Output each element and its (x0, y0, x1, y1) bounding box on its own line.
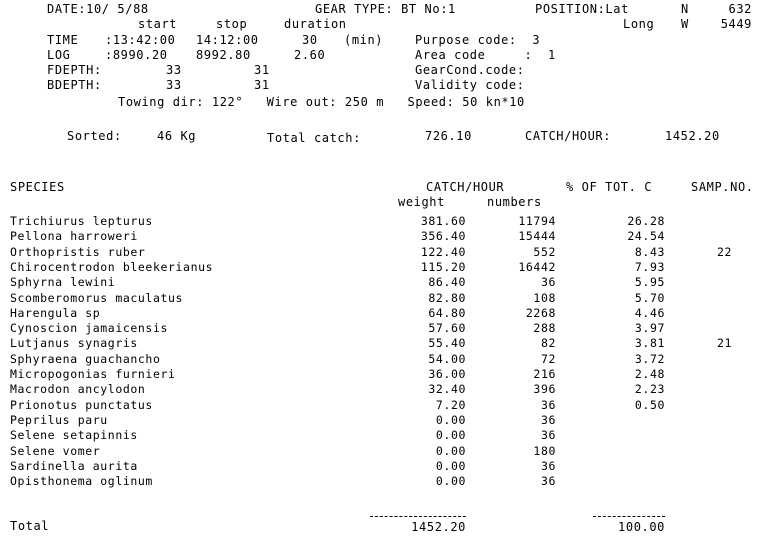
percent-value: 2.48 (634, 367, 665, 381)
weight-value: 64.80 (428, 306, 466, 320)
species-name: Sardinella aurita (10, 459, 138, 473)
species-name: Opisthonema oglinum (10, 474, 153, 488)
numbers-value: 82 (540, 336, 556, 350)
weight-value: 86.40 (428, 275, 466, 289)
weight-value: 0.00 (435, 459, 466, 473)
total-catch-value: 726.10 (425, 129, 472, 143)
species-header: SPECIES (10, 180, 65, 194)
log-stop: 8992.80 (196, 48, 251, 62)
bdepth-stop: 31 (254, 78, 270, 92)
species-name: Sphyraena guachancho (10, 352, 161, 366)
percent-value: 24.54 (627, 229, 665, 243)
numbers-value: 108 (533, 291, 556, 305)
weight-value: 57.60 (428, 321, 466, 335)
sorted-label: Sorted: (67, 129, 122, 143)
log-label: LOG (47, 48, 71, 62)
weight-value: 32.40 (428, 382, 466, 396)
species-name: Selene vomer (10, 444, 101, 458)
numbers-value: 2268 (525, 306, 556, 320)
species-name: Prionotus punctatus (10, 398, 153, 412)
fdepth-stop: 31 (254, 63, 270, 77)
species-name: Selene setapinnis (10, 428, 138, 442)
percent-total-header: % OF TOT. C (566, 180, 653, 194)
numbers-value: 288 (533, 321, 556, 335)
numbers-value: 36 (540, 398, 556, 412)
percent-value: 7.93 (634, 260, 665, 274)
towing-line: Towing dir: 122° Wire out: 250 m Speed: 50 kn*10 (118, 95, 525, 109)
total-label: Total (10, 519, 50, 533)
bdepth-start: 33 (166, 78, 182, 92)
col-stop-label: stop (216, 17, 248, 31)
log-start: :8990.20 (105, 48, 168, 62)
percent-value: 5.70 (634, 291, 665, 305)
species-name: Macrodon ancylodon (10, 382, 146, 396)
species-name: Sphyrna lewini (10, 275, 116, 289)
percent-value: 3.81 (634, 336, 665, 350)
numbers-value: 11794 (518, 214, 556, 228)
percent-total-rule (593, 516, 665, 517)
validity-code: Validity code: (415, 78, 525, 92)
time-unit: (min) (344, 33, 384, 47)
log-duration: 2.60 (294, 48, 326, 62)
numbers-value: 16442 (518, 260, 556, 274)
numbers-value: 72 (540, 352, 556, 366)
time-label: TIME (47, 33, 79, 47)
species-name: Trichiurus lepturus (10, 214, 153, 228)
sorted-value: 46 Kg (157, 129, 197, 143)
time-stop: 14:12:00 (196, 33, 259, 47)
percent-value: 2.23 (634, 382, 665, 396)
numbers-header: numbers (487, 195, 542, 209)
total-catch-label: Total catch: (267, 131, 361, 145)
date-label: DATE:10/ 5/88 (47, 2, 149, 16)
numbers-value: 36 (540, 413, 556, 427)
fdepth-label: FDEPTH: (47, 63, 102, 77)
total-weight: 1452.20 (411, 520, 466, 534)
weight-value: 0.00 (435, 413, 466, 427)
col-duration-label: duration (284, 17, 347, 31)
weight-total-rule (370, 516, 466, 517)
lat-value: 632 (728, 2, 752, 16)
species-name: Pellona harroweri (10, 229, 138, 243)
numbers-value: 552 (533, 245, 556, 259)
weight-value: 36.00 (428, 367, 466, 381)
numbers-value: 180 (533, 444, 556, 458)
bdepth-label: BDEPTH: (47, 78, 102, 92)
sample-number-header: SAMP.NO. (691, 180, 754, 194)
weight-value: 7.20 (435, 398, 466, 412)
numbers-value: 36 (540, 459, 556, 473)
percent-value: 4.46 (634, 306, 665, 320)
species-name: Lutjanus synagris (10, 336, 138, 350)
species-name: Chirocentrodon bleekerianus (10, 260, 214, 274)
weight-value: 0.00 (435, 474, 466, 488)
catch-per-hour-header: CATCH/HOUR (426, 180, 505, 194)
weight-value: 0.00 (435, 428, 466, 442)
weight-value: 115.20 (420, 260, 466, 274)
gear-type: GEAR TYPE: BT No:1 (315, 2, 456, 16)
sample-number: 21 (716, 336, 732, 350)
weight-value: 54.00 (428, 352, 466, 366)
species-name: Micropogonias furnieri (10, 367, 176, 381)
numbers-value: 36 (540, 474, 556, 488)
species-name: Orthopristis ruber (10, 245, 146, 259)
percent-value: 5.95 (634, 275, 665, 289)
species-name: Cynoscion jamaicensis (10, 321, 168, 335)
weight-value: 356.40 (420, 229, 466, 243)
percent-value: 0.50 (634, 398, 665, 412)
area-code: Area code : 1 (415, 48, 556, 62)
fdepth-start: 33 (166, 63, 182, 77)
weight-value: 82.80 (428, 291, 466, 305)
percent-value: 26.28 (627, 214, 665, 228)
numbers-value: 216 (533, 367, 556, 381)
numbers-value: 36 (540, 275, 556, 289)
position-label: POSITION:Lat (535, 2, 629, 16)
percent-value: 3.97 (634, 321, 665, 335)
numbers-value: 36 (540, 428, 556, 442)
purpose-code: Purpose code: 3 (415, 33, 541, 47)
catch-per-hour-value: 1452.20 (665, 129, 720, 143)
long-hemisphere: W (681, 17, 689, 31)
species-name: Scomberomorus maculatus (10, 291, 184, 305)
numbers-value: 396 (533, 382, 556, 396)
long-label: Long (623, 17, 655, 31)
weight-value: 55.40 (428, 336, 466, 350)
numbers-value: 15444 (518, 229, 556, 243)
col-start-label: start (138, 17, 178, 31)
species-name: Harengula sp (10, 306, 101, 320)
time-duration: 30 (302, 33, 318, 47)
percent-value: 8.43 (634, 245, 665, 259)
weight-value: 122.40 (420, 245, 466, 259)
lat-hemisphere: N (681, 2, 689, 16)
catch-per-hour-label: CATCH/HOUR: (525, 129, 612, 143)
gearcond-code: GearCond.code: (415, 63, 525, 77)
species-name: Peprilus paru (10, 413, 108, 427)
total-percent: 100.00 (618, 520, 665, 534)
weight-value: 381.60 (420, 214, 466, 228)
weight-value: 0.00 (435, 444, 466, 458)
time-start: :13:42:00 (105, 33, 176, 47)
sample-number: 22 (716, 245, 732, 259)
percent-value: 3.72 (634, 352, 665, 366)
weight-header: weight (398, 195, 445, 209)
long-value: 5449 (720, 17, 752, 31)
